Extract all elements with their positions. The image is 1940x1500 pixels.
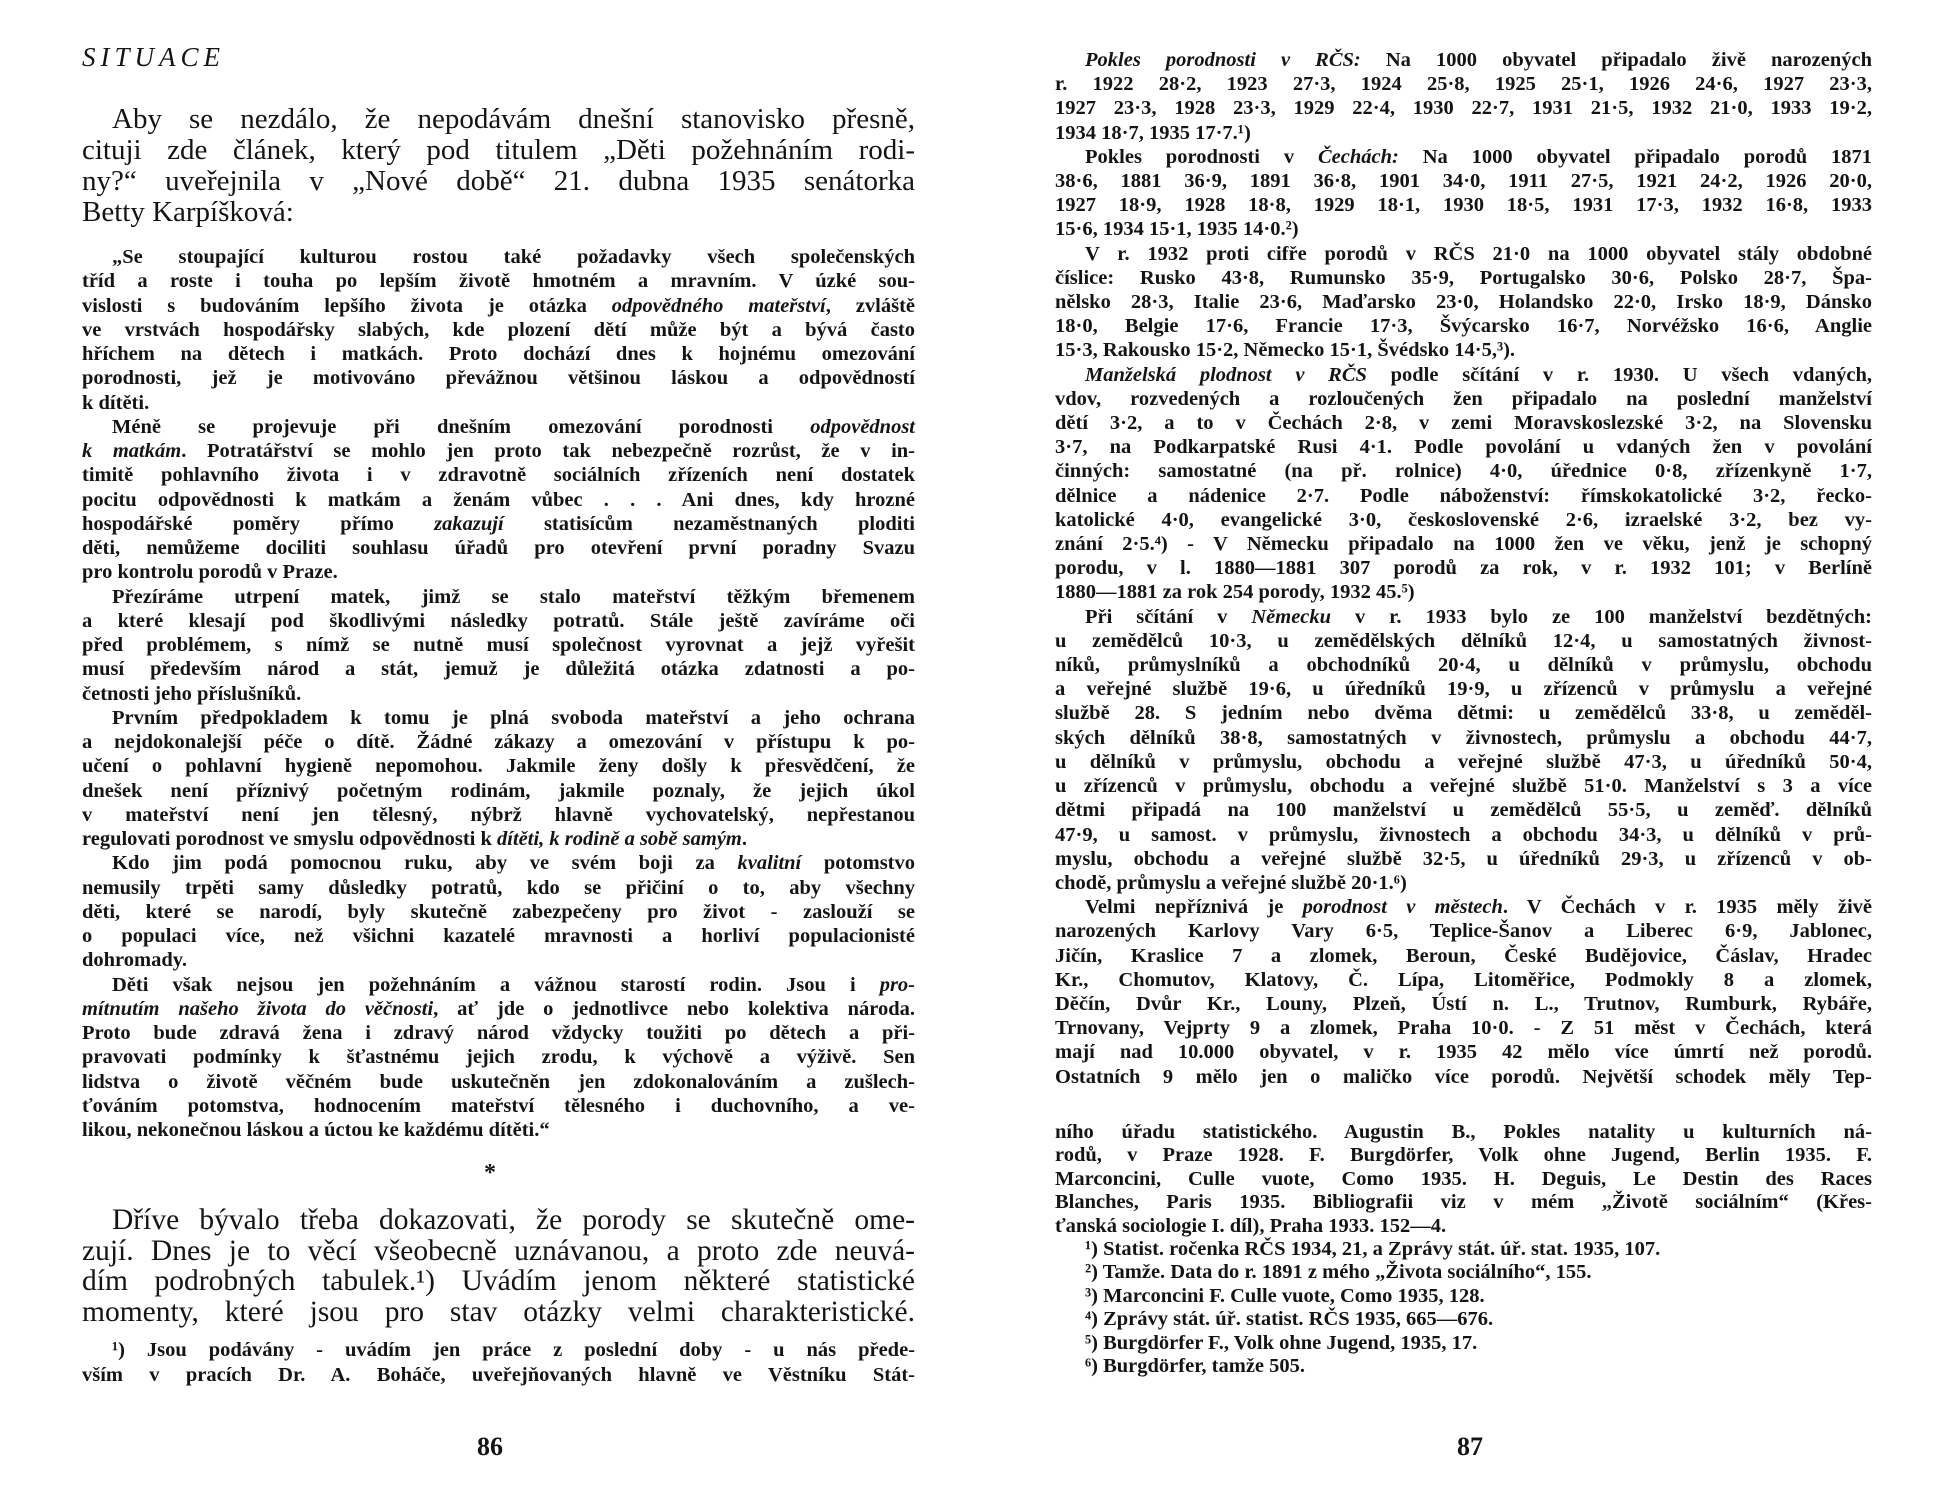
- line-text: a nejdokonalejší péče o dítě. Žádné zákazy a omezování v přístupu k po-: [82, 731, 915, 753]
- line-text: Přezíráme utrpení matek, jimž se stalo mateřství těžkým břemenem: [112, 585, 915, 608]
- line-text: porodu, v l. 1880—1881 307 porodů za rok, v r. 1932 101; v Berlíně: [1055, 557, 1872, 580]
- line-text: [1085, 606, 1872, 628]
- paragraph: [82, 245, 915, 415]
- line-text: musí především národ a stát, jemuž je důležitá otázka zdatnosti a po-: [82, 658, 915, 681]
- paragraph: [1055, 895, 1872, 1089]
- line-text: v mateřství není jen tělesný, nýbrž hlavně vychovatelský, nepřestanou: [82, 803, 915, 826]
- text-line: [82, 657, 915, 681]
- text-line: [82, 135, 915, 166]
- line-text: [112, 416, 915, 438]
- line-text: timitě pohlavního života i v zdravotně sociálních zřízeních není dostatek: [82, 464, 915, 487]
- text-line: [82, 439, 915, 463]
- line-text: dělnice a nádenice 2·7. Podle náboženství: římskokatolické 3·2, řecko-: [1055, 484, 1872, 507]
- line-text: o populaci více, než všichni kazatelé mravnosti a horliví populacionisté: [82, 925, 915, 947]
- line-text: nělsko 28·3, Italie 23·6, Maďarsko 23·0, Holandsko 22·0, Irsko 18·9, Dánsko: [1055, 291, 1872, 314]
- paragraph: [82, 415, 915, 585]
- line-text: tříd a roste i touha po lepším životě hmotném a mravním. V úzké sou-: [82, 270, 915, 293]
- text-line: [82, 779, 915, 803]
- paragraph: [82, 1205, 915, 1328]
- line-text: Trnovany, Vejprty 9 a zlomek, Praha 10·0. - Z 51 měst v Čechách, která: [1055, 1017, 1872, 1040]
- line-text: Aby se nezdálo, že nepodávám dnešní stanovisko přesně,: [112, 103, 915, 135]
- emphasis-text: dítěti, k rodině a sobě samým: [497, 828, 742, 850]
- text-line: [82, 827, 915, 851]
- text-line: [82, 415, 915, 439]
- line-text: u zemědělců 10·3, u zemědělských dělníků 12·4, u samostatných živnost-: [1055, 629, 1872, 652]
- text-segment: Velmi nepříznivá je: [1085, 896, 1303, 919]
- line-text: 3·7, na Podkarpatské Rusi 4·1. Podle povolání u vdaných žen v povolání: [1055, 436, 1872, 459]
- text-line: [1055, 895, 1872, 919]
- paragraph: [82, 973, 915, 1143]
- line-text: ve vrstvách hospodářsky slabých, kde plození dětí může být a bývá často: [82, 318, 915, 341]
- emphasis-text: Německu: [1251, 605, 1332, 628]
- line-text: [1085, 364, 1872, 386]
- page-number: 87: [1457, 1432, 1483, 1461]
- paragraph: [82, 585, 915, 706]
- text-line: [1055, 1065, 1872, 1089]
- text-segment: Děti však nejsou jen požehnáním a vážnou starostí rodin. Jsou i: [112, 973, 880, 996]
- paragraph: [1055, 605, 1872, 895]
- line-text: děti, které se narodí, byly skutečně zabezpečeny pro život - zaslouží se: [82, 900, 915, 923]
- line-text: k dítěti.: [82, 391, 150, 414]
- footnotes: [1055, 1121, 1872, 1378]
- text-line: [1055, 798, 1872, 822]
- page-number: 86: [477, 1432, 503, 1461]
- text-line: [82, 512, 915, 536]
- line-text: 1927 23·3, 1928 23·3, 1929 22·4, 1930 22·7, 1931 21·5, 1932 21·0, 1933 19·2,: [1055, 97, 1872, 120]
- text-segment: , ať jde o jednotlivce nebo kolektiva národa.: [433, 997, 916, 1020]
- line-text: ⁴) Zprávy stát. úř. statist. RČS 1935, 665—676.: [1085, 1308, 1494, 1331]
- text-line: [1055, 363, 1872, 387]
- intro-paragraph: [82, 104, 915, 228]
- text-segment: Na 1000 obyvatel připadalo porodů 1871: [1398, 145, 1872, 168]
- text-segment: Na 1000 obyvatel připadalo živě narozených: [1360, 49, 1872, 71]
- text-line: [82, 560, 915, 584]
- text-line: [82, 973, 915, 997]
- text-line: [1055, 145, 1872, 169]
- line-text: 38·6, 1881 36·9, 1891 36·8, 1901 34·0, 1911 27·5, 1921 24·2, 1926 20·0,: [1055, 170, 1872, 193]
- text-line: [82, 900, 915, 924]
- line-text: nemusily trpěti samy důsledky potratů, kdo se přičiní o to, aby všechny: [82, 876, 915, 899]
- text-line: [1055, 580, 1872, 604]
- text-line: [1055, 459, 1872, 483]
- text-line: [1055, 1215, 1872, 1238]
- text-line: [82, 754, 915, 778]
- text-line: [82, 366, 915, 390]
- text-line: [1055, 1168, 1872, 1191]
- text-line: [1055, 266, 1872, 290]
- line-text: Betty Karpíšková:: [82, 196, 294, 228]
- footnote: [82, 1338, 915, 1387]
- text-line: [82, 1094, 915, 1118]
- text-line: [82, 488, 915, 512]
- footnote-item: [1055, 1332, 1872, 1355]
- footnote-item: [1055, 1308, 1872, 1331]
- line-text: Dříve bývalo třeba dokazovati, že porody se skutečně ome-: [112, 1204, 915, 1236]
- line-text: ⁵) Burgdörfer F., Volk ohne Jugend, 1935, 17.: [1085, 1331, 1478, 1354]
- emphasis-text: zakazují: [434, 512, 504, 535]
- paragraph: [1055, 242, 1872, 363]
- line-text: Kr., Chomutov, Klatovy, Č. Lípa, Litoměřice, Podmokly 8 a zlomek,: [1055, 968, 1872, 991]
- text-line: [1055, 193, 1872, 217]
- text-line: [82, 269, 915, 293]
- line-text: Proto bude zdravá žena i zdravý národ vždycky toužiti po dětech a při-: [82, 1022, 915, 1044]
- paragraph: [82, 706, 915, 852]
- text-line: [82, 706, 915, 730]
- line-text: [82, 513, 915, 535]
- text-line: [1055, 1040, 1872, 1064]
- text-line: [82, 391, 915, 415]
- line-text: dím podrobných tabulek.¹) Uvádím jenom některé statistické: [82, 1265, 915, 1298]
- line-text: myslu, obchodu a veřejné službě 32·5, u úředníků 29·3, u zřízenců v ob-: [1055, 847, 1872, 870]
- emphasis-text: porodnost v městech: [1302, 896, 1503, 919]
- text-line: [1055, 629, 1872, 653]
- line-text: [82, 295, 915, 317]
- line-text: 1927 18·9, 1928 18·8, 1929 18·1, 1930 18·5, 1931 17·3, 1932 16·8, 1933: [1055, 194, 1872, 217]
- line-text: katolické 4·0, evangelické 3·0, československé 2·6, izraelské 3·2, bez vy-: [1055, 508, 1872, 531]
- text-line: [1055, 605, 1872, 629]
- text-segment: potomstvo: [801, 852, 915, 875]
- text-line: [82, 294, 915, 318]
- text-line: [1055, 677, 1872, 701]
- line-text: ¹) Statist. ročenka RČS 1934, 21, a Zprávy stát. úř. stat. 1935, 107.: [1085, 1238, 1661, 1261]
- emphasis-text: pro-: [879, 973, 915, 996]
- line-text: ťanská sociologie I. díl), Praha 1933. 152—4.: [1055, 1214, 1447, 1237]
- line-text: službě 28. S jedním nebo dvěma dětmi: u zemědělců 33·8, u zeměděl-: [1055, 702, 1872, 725]
- text-line: [82, 197, 915, 228]
- section-separator: *: [484, 1160, 496, 1186]
- line-text: u zřízenců v průmyslu, obchodu a veřejné službě 51·0. Manželství s 3 a více: [1055, 775, 1872, 798]
- line-text: a veřejné službě 19·6, u úředníků 19·9, u zřízenců v průmyslu a veřejné: [1055, 678, 1872, 701]
- text-line: [82, 245, 915, 269]
- footnote-continuation: [1055, 1121, 1872, 1238]
- text-line: [1055, 871, 1872, 895]
- text-line: [82, 1297, 915, 1328]
- line-text: u dělníků v průmyslu, obchodu a veřejné službě 47·3, u úředníků 50·4,: [1055, 750, 1872, 773]
- paragraph: [1055, 363, 1872, 605]
- text-line: [82, 1021, 915, 1045]
- line-text: [1085, 49, 1872, 71]
- text-line: [1055, 968, 1872, 992]
- text-segment: vislosti s budováním lepšího života je otázka: [82, 294, 612, 317]
- line-text: pro kontrolu porodů v Praze.: [82, 561, 338, 584]
- footnote-item: [1055, 1238, 1872, 1261]
- line-text: narozených Karlovy Vary 6·5, Teplice-Šanov a Liberec 6·9, Jablonec,: [1055, 920, 1872, 943]
- line-text: dětí 3·2, a to v Čechách 2·8, v zemi Moravskoslezské 3·2, na Slovensku: [1055, 412, 1872, 435]
- text-line: [82, 803, 915, 827]
- text-line: [82, 924, 915, 948]
- text-line: [82, 585, 915, 609]
- line-text: Jičín, Kraslice 7 a zlomek, Beroun, České Budějovice, Čáslav, Hradec: [1055, 944, 1872, 967]
- text-line: [1055, 217, 1872, 241]
- text-line: [1055, 169, 1872, 193]
- text-line: [1055, 508, 1872, 532]
- text-line: [82, 633, 915, 657]
- emphasis-text: odpovědného mateřství: [611, 294, 826, 317]
- line-text: V r. 1932 proti cifře porodů v RČS 21·0 na 1000 obyvatel stály obdobné: [1085, 242, 1872, 265]
- text-line: [82, 609, 915, 633]
- emphasis-text: mítnutím našeho života do věčnosti: [82, 997, 434, 1020]
- text-line: [1055, 1144, 1872, 1167]
- footnote-item: [1055, 1355, 1872, 1378]
- line-text: [82, 440, 915, 462]
- text-segment: Kdo jim podá pomocnou ruku, aby ve svém boji za: [112, 852, 738, 875]
- text-line: [1055, 847, 1872, 871]
- text-line: [82, 1070, 915, 1094]
- line-text: zují. Dnes je to věcí všeobecně uznávanou, a proto zde neuvá-: [82, 1234, 915, 1267]
- text-line: [1055, 435, 1872, 459]
- text-line: [1055, 72, 1872, 96]
- line-text: pocitu odpovědnosti k matkám a ženám vůbec . . . Ani dnes, kdy hrozné: [82, 488, 915, 511]
- text-line: [82, 1045, 915, 1069]
- text-segment: . Potratářství se mohlo jen proto tak nebezpečně rozrůst, že v in-: [181, 440, 915, 462]
- line-text: lidstva o životě věčném bude uskutečněn jen zdokonalováním a zušlech-: [82, 1070, 915, 1093]
- line-text: ských dělníků 38·8, samostatných v živnostech, průmyslu a obchodu 44·7,: [1055, 726, 1872, 749]
- text-segment: . V Čechách v r. 1935 měly živě: [1502, 896, 1872, 919]
- text-line: [1055, 290, 1872, 314]
- text-line: [1055, 387, 1872, 411]
- line-text: rodů, v Praze 1928. F. Burgdörfer, Volk ohne Jugend, Berlin 1935. F.: [1055, 1144, 1872, 1167]
- line-text: chodě, průmyslu a veřejné službě 20·1.⁶): [1055, 871, 1407, 894]
- line-text: porodnosti, jež je motivováno převážnou většinou láskou a odpovědností: [82, 367, 915, 390]
- line-text: pravovati podmínky k šťastnému jejich zrodu, k výchově a výživě. Sen: [82, 1046, 915, 1069]
- line-text: [82, 998, 915, 1020]
- line-text: Prvním předpokladem k tomu je plná svoboda mateřství a jeho ochrana: [112, 706, 915, 729]
- footnote-item: [1055, 1261, 1872, 1284]
- line-text: [1085, 896, 1872, 918]
- line-text: momenty, které jsou pro stav otázky velmi charakteristické.: [82, 1296, 915, 1329]
- line-text: dnešek není příznivý početným rodinám, jakmile poznaly, že jejich úkol: [82, 779, 915, 802]
- line-text: vdov, rozvedených a rozloučených žen připadalo na poslední manželství: [1055, 387, 1872, 410]
- line-text: činných: samostatné (na př. rolnice) 4·0, úřednice 0·8, zřízenkyně 1·7,: [1055, 460, 1872, 483]
- text-line: [1055, 314, 1872, 338]
- text-line: [82, 997, 915, 1021]
- text-line: [1055, 96, 1872, 120]
- emphasis-text: Čechách:: [1317, 145, 1399, 168]
- text-line: [1055, 774, 1872, 798]
- statistics-text: [1055, 48, 1872, 1089]
- text-line: [82, 166, 915, 197]
- line-text: likou, nekonečnou láskou a úctou ke každému dítěti.“: [82, 1119, 550, 1141]
- line-text: cituji zde článek, který pod titulem „Děti požehnáním rodi-: [82, 134, 915, 166]
- text-line: [1055, 701, 1872, 725]
- chapter-title: SITUACE: [82, 42, 225, 72]
- line-text: „Se stoupající kulturou rostou také požadavky všech společenských: [112, 246, 915, 268]
- line-text: ³) Marconcini F. Culle vuote, Como 1935, 128.: [1085, 1284, 1485, 1307]
- text-line: [82, 1338, 915, 1363]
- text-segment: hospodářské poměry přímo: [82, 512, 435, 535]
- text-segment: regulovati porodnost ve smyslu odpovědnosti k: [82, 828, 498, 850]
- line-text: učení o pohlavní hygieně nepomohou. Jakmile ženy došly k přesvědčení, že: [82, 755, 915, 778]
- line-text: hříchem na dětech i matkách. Proto dochází dnes k hojnému omezování: [82, 343, 915, 365]
- emphasis-text: Manželská plodnost v RČS: [1085, 363, 1367, 386]
- text-line: [1055, 653, 1872, 677]
- line-text: Ostatních 9 mělo jen o maličko více porodů. Největší schodek měly Tep-: [1055, 1065, 1872, 1088]
- text-line: [1055, 532, 1872, 556]
- paragraph: [1055, 48, 1872, 145]
- text-segment: Pokles porodnosti v: [1085, 145, 1318, 168]
- line-text: znání 2·5.⁴) - V Německu připadalo na 1000 žen ve věku, jenž je schopný: [1055, 533, 1872, 556]
- line-text: dětmi připadá na 100 manželství u zemědělců 55·5, u zeměď. dělníků: [1055, 799, 1872, 822]
- line-text: ²) Tamže. Data do r. 1891 z mého „Života sociálního“, 155.: [1085, 1261, 1592, 1284]
- right-page: [980, 0, 1940, 1500]
- paragraph: [1055, 145, 1872, 242]
- text-segment: statisícům nezaměstnaných ploditi: [503, 512, 915, 535]
- text-segment: .: [741, 828, 747, 850]
- text-line: [1055, 338, 1872, 362]
- text-line: [82, 1205, 915, 1236]
- text-line: [82, 1266, 915, 1297]
- text-line: [82, 876, 915, 900]
- line-text: vším v pracích Dr. A. Boháče, uveřejňovaných hlavně ve Věstníku Stát-: [82, 1363, 915, 1386]
- line-text: ního úřadu statistického. Augustin B., Pokles natality u kulturních ná-: [1055, 1121, 1872, 1143]
- paragraph: [82, 851, 915, 972]
- line-text: 1934 18·7, 1935 17·7.¹): [1055, 121, 1251, 144]
- text-line: [1055, 121, 1872, 145]
- line-text: a které klesají pod škodlivými následky potratů. Stále ještě zavíráme oči: [82, 609, 915, 632]
- text-segment: v r. 1933 bylo ze 100 manželství bezdětných:: [1331, 605, 1872, 628]
- line-text: 15·6, 1934 15·1, 1935 14·0.²): [1055, 218, 1299, 241]
- text-line: [1055, 944, 1872, 968]
- text-line: [82, 1363, 915, 1388]
- emphasis-text: Pokles porodnosti v RČS:: [1085, 49, 1361, 71]
- text-line: [82, 318, 915, 342]
- body-paragraph: [82, 1205, 915, 1328]
- line-text: číslice: Rusko 43·8, Rumunsko 35·9, Portugalsko 30·6, Polsko 28·7, Špa-: [1055, 266, 1872, 289]
- text-line: [82, 730, 915, 754]
- text-line: [1055, 411, 1872, 435]
- text-line: [82, 851, 915, 875]
- text-line: [1055, 726, 1872, 750]
- text-segment: , zvláště: [825, 294, 915, 317]
- text-line: [82, 536, 915, 560]
- text-line: [82, 104, 915, 135]
- line-text: ⁶) Burgdörfer, tamže 505.: [1085, 1355, 1306, 1378]
- text-line: [1055, 48, 1872, 72]
- emphasis-text: k matkám: [82, 440, 182, 462]
- line-text: 15·3, Rakousko 15·2, Německo 15·1, Švédsko 14·5,³).: [1055, 339, 1516, 362]
- text-line: [1055, 1191, 1872, 1214]
- text-line: [82, 682, 915, 706]
- text-line: [1055, 484, 1872, 508]
- text-line: [1055, 1016, 1872, 1040]
- text-line: [1055, 1121, 1872, 1144]
- line-text: [1085, 146, 1872, 168]
- line-text: před problémem, s nímž se nutně musí společnost vyrovnat a jejž vyřešit: [82, 634, 915, 656]
- text-segment: Méně se projevuje při dnešním omezování porodnosti: [112, 415, 811, 438]
- text-line: [1055, 750, 1872, 774]
- text-line: [1055, 242, 1872, 266]
- text-line: [1055, 556, 1872, 580]
- line-text: ny?“ uveřejnila v „Nové době“ 21. dubna 1935 senátorka: [82, 165, 915, 197]
- line-text: 47·9, u samost. v průmyslu, živnostech a obchodu 34·3, u dělníků v prů-: [1055, 823, 1872, 846]
- line-text: 18·0, Belgie 17·6, Francie 17·3, Švýcarsko 16·7, Norvéžsko 16·6, Anglie: [1055, 315, 1872, 338]
- line-text: mají nad 10.000 obyvatel, v r. 1935 42 mělo více úmrtí než porodů.: [1055, 1041, 1872, 1064]
- text-segment: podle sčítání v r. 1930. U všech vdaných,: [1366, 363, 1872, 386]
- footnote-list: [1055, 1238, 1872, 1378]
- line-text: Marconcini, Culle vuote, Como 1935. H. Deguis, Le Destin des Races: [1055, 1167, 1872, 1190]
- text-line: [82, 463, 915, 487]
- paragraph: [82, 104, 915, 228]
- line-text: níků, průmyslníků a obchodníků 20·4, u dělníků v průmyslu, obchodu: [1055, 654, 1872, 677]
- line-text: [82, 828, 747, 850]
- emphasis-text: kvalitní: [737, 852, 802, 875]
- text-line: [82, 342, 915, 366]
- text-line: [82, 1236, 915, 1267]
- text-line: [82, 1118, 915, 1142]
- line-text: Blanches, Paris 1935. Bibliografii viz v mém „Životě sociálním“ (Křes-: [1055, 1191, 1872, 1214]
- text-segment: Při sčítání v: [1085, 605, 1252, 628]
- line-text: Děčín, Dvůr Kr., Louny, Plzeň, Ústí n. L., Trutnov, Rumburk, Rybáře,: [1055, 992, 1872, 1015]
- paragraph: [82, 1338, 915, 1387]
- emphasis-text: odpovědnost: [810, 415, 915, 438]
- text-line: [82, 948, 915, 972]
- line-text: 1880—1881 za rok 254 porody, 1932 45.⁵): [1055, 581, 1415, 604]
- line-text: ťováním potomstva, hodnocením mateřství tělesného i duchovního, a ve-: [82, 1094, 915, 1117]
- line-text: dohromady.: [82, 949, 188, 972]
- line-text: [112, 852, 915, 874]
- line-text: r. 1922 28·2, 1923 27·3, 1924 25·8, 1925 25·1, 1926 24·6, 1927 23·3,: [1055, 73, 1872, 96]
- text-line: [1055, 992, 1872, 1016]
- quotation: [82, 245, 915, 1142]
- line-text: ¹) Jsou podávány - uvádím jen práce z poslední doby - u nás přede-: [112, 1339, 915, 1361]
- line-text: [112, 974, 915, 996]
- footnote-item: [1055, 1285, 1872, 1308]
- line-text: četnosti jeho příslušníků.: [82, 682, 302, 705]
- text-line: [1055, 919, 1872, 943]
- line-text: děti, nemůžeme dociliti souhlasu úřadů pro otevření první poradny Svazu: [82, 537, 915, 559]
- text-line: [1055, 823, 1872, 847]
